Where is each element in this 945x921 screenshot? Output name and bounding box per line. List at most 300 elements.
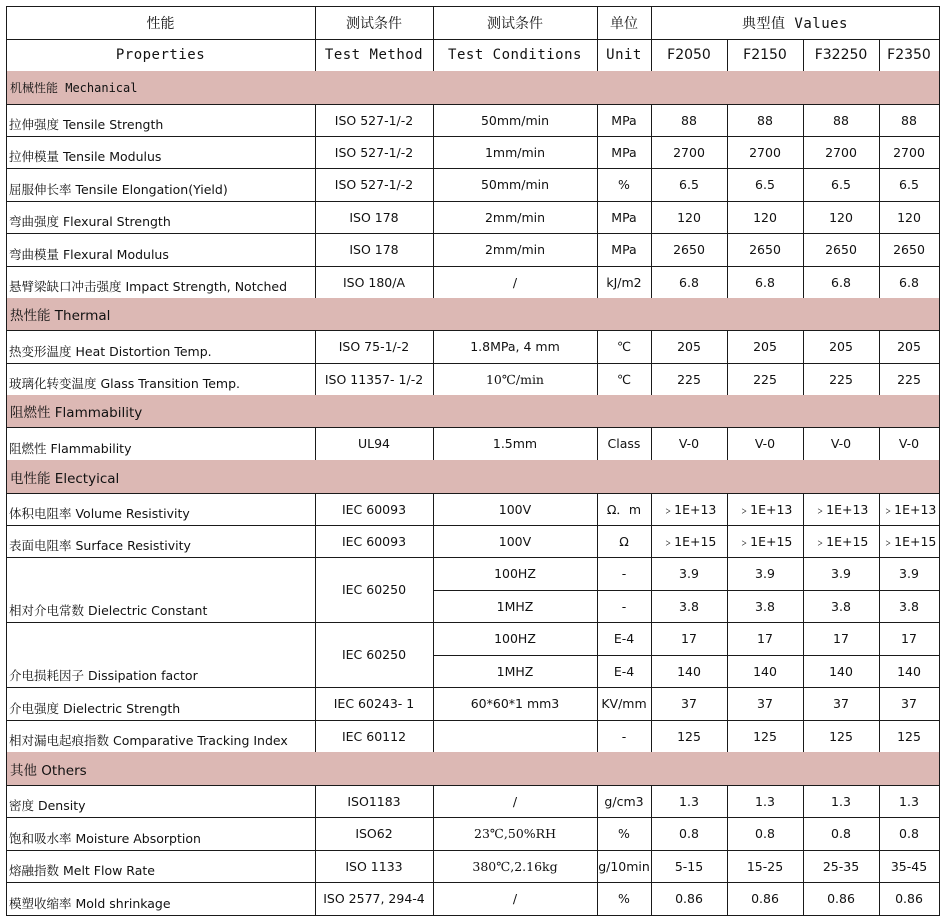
grid-line — [315, 687, 316, 721]
property-label: 拉伸强度 Tensile Strength — [9, 117, 164, 132]
grid-line — [939, 266, 940, 299]
grid-line — [939, 720, 940, 753]
header-grade: F2150 — [743, 47, 787, 63]
grid-line — [6, 493, 7, 526]
grid-line — [6, 882, 7, 916]
grid-line — [6, 752, 7, 786]
grid-line — [727, 817, 728, 851]
test-method: ISO 527-1/-2 — [334, 177, 414, 192]
property-label: 饱和吸水率 Moisture Absorption — [9, 831, 201, 846]
header-grade: F32250 — [814, 47, 868, 63]
grid-line — [315, 525, 316, 558]
property-label: 相对介电常数 Dielectric Constant — [9, 603, 208, 618]
value: 125 — [677, 728, 701, 744]
grid-line — [651, 785, 652, 818]
grid-line — [433, 168, 434, 202]
grid-line — [597, 233, 598, 267]
value: 205 — [753, 339, 777, 354]
grid-line — [6, 136, 7, 169]
grid-line — [315, 168, 316, 202]
value: 205 — [829, 339, 853, 354]
unit: MPa — [611, 112, 637, 128]
grid-line — [433, 590, 940, 591]
grid-line — [727, 201, 728, 234]
property-label: 热变形温度 Heat Distortion Temp. — [9, 344, 212, 359]
header-test-conditions-cn: 测试条件 — [487, 15, 543, 32]
grid-line — [315, 363, 316, 396]
grid-line — [803, 201, 804, 234]
grid-line — [727, 266, 728, 299]
unit: kJ/m2 — [606, 274, 642, 290]
grid-line — [6, 687, 7, 721]
test-condition: / — [512, 793, 518, 809]
grid-line — [597, 104, 598, 137]
grid-line — [597, 817, 598, 851]
grid-line — [597, 850, 598, 883]
grid-line — [597, 525, 598, 558]
test-method: ISO 1133 — [345, 858, 403, 874]
value: 1.3 — [831, 793, 851, 809]
value: 37 — [681, 696, 697, 711]
value: V-0 — [830, 436, 852, 451]
grid-line — [879, 817, 880, 851]
grid-line — [939, 687, 940, 721]
grid-line — [803, 104, 804, 137]
value: 1.3 — [679, 793, 699, 809]
grid-line — [803, 882, 804, 916]
value: 88 — [833, 112, 849, 128]
grid-line — [433, 785, 434, 818]
test-method: IEC 60112 — [341, 728, 407, 744]
grid-line — [727, 720, 728, 753]
grid-line — [651, 6, 652, 72]
grid-line — [597, 201, 598, 234]
grid-line — [433, 655, 940, 656]
value: 120 — [753, 209, 777, 225]
header-properties-cn: 性能 — [146, 15, 175, 32]
value: 88 — [681, 112, 697, 128]
property-label: 弯曲强度 Flexural Strength — [9, 214, 171, 229]
test-condition: 100V — [498, 533, 532, 549]
value: 2650 — [893, 242, 925, 257]
property-label: 表面电阻率 Surface Resistivity — [9, 538, 191, 553]
value: 0.8 — [831, 826, 851, 841]
grid-line — [315, 817, 316, 851]
grid-line — [6, 6, 7, 72]
grid-line — [315, 330, 316, 364]
grid-line — [939, 71, 940, 105]
grid-line — [727, 785, 728, 818]
grid-line — [939, 233, 940, 267]
test-method: ISO 178 — [349, 242, 399, 257]
value: ﹥1E+13 — [881, 502, 937, 517]
grid-line — [879, 427, 880, 461]
header-properties: Properties — [115, 47, 206, 63]
unit: MPa — [611, 209, 637, 225]
grid-line — [651, 817, 652, 851]
grid-line — [651, 104, 652, 137]
value: 205 — [677, 339, 701, 354]
grid-line — [6, 168, 7, 202]
test-condition: / — [512, 891, 518, 906]
test-condition: 60*60*1 mm3 — [470, 696, 560, 711]
unit: E-4 — [613, 663, 635, 679]
value: 1.3 — [899, 793, 919, 809]
unit: - — [621, 598, 627, 614]
grid-line — [597, 136, 598, 169]
grid-line — [879, 201, 880, 234]
property-label: 拉伸模量 Tensile Modulus — [9, 149, 162, 164]
value: ﹥1E+13 — [661, 502, 717, 517]
grid-line — [651, 525, 652, 558]
value: 5-15 — [674, 858, 704, 874]
grid-line — [879, 168, 880, 202]
value: 17 — [901, 631, 917, 646]
unit: Ω．m — [606, 502, 642, 517]
section-header: 其他 Others — [6, 752, 939, 785]
grid-line — [879, 687, 880, 721]
grid-line — [6, 785, 7, 818]
grid-line — [939, 330, 940, 364]
value: 140 — [753, 663, 777, 679]
test-method: ISO 2577, 294-4 — [323, 891, 425, 906]
unit: ℃ — [616, 339, 632, 354]
value: 6.5 — [679, 177, 699, 192]
test-condition: 1.5mm — [492, 436, 538, 451]
grid-line — [651, 850, 652, 883]
value: 6.8 — [831, 274, 851, 290]
grid-line — [433, 427, 434, 461]
unit: MPa — [611, 242, 637, 257]
value: 3.8 — [755, 598, 775, 614]
grid-line — [597, 363, 598, 396]
section-header: 阻燃性 Flammability — [6, 395, 939, 427]
value: 6.8 — [755, 274, 775, 290]
grid-line — [651, 882, 652, 916]
grid-line — [939, 363, 940, 396]
grid-line — [879, 882, 880, 916]
value: ﹥1E+15 — [881, 534, 937, 549]
property-label: 玻璃化转变温度 Glass Transition Temp. — [9, 376, 241, 391]
test-condition: 50mm/min — [480, 112, 550, 128]
header-grade: F2350 — [887, 47, 931, 63]
grid-line — [727, 136, 728, 169]
properties-table — [6, 6, 939, 915]
test-condition: 23℃,50%RH — [474, 826, 556, 841]
property-label: 密度 Density — [9, 798, 86, 813]
grid-line — [939, 882, 940, 916]
property-label: 屈服伸长率 Tensile Elongation(Yield) — [9, 182, 228, 197]
grid-line — [315, 427, 316, 461]
grid-line — [597, 687, 598, 721]
value: 6.8 — [899, 274, 919, 290]
grid-line — [597, 785, 598, 818]
grid-line — [315, 850, 316, 883]
test-condition: 2mm/min — [484, 209, 546, 225]
grid-line — [651, 427, 652, 461]
value: 0.86 — [895, 891, 923, 906]
section-header: 电性能 Electyical — [6, 460, 939, 493]
grid-line — [6, 266, 7, 299]
header-values: 典型值 Values — [741, 15, 848, 32]
grid-line — [651, 136, 652, 169]
value: ﹥1E+15 — [661, 534, 717, 549]
grid-line — [939, 817, 940, 851]
value: 225 — [753, 371, 777, 387]
value: 205 — [897, 339, 921, 354]
grid-line — [315, 6, 316, 72]
grid-line — [433, 720, 434, 753]
grid-line — [651, 201, 652, 234]
unit: Ω — [619, 533, 629, 549]
grid-line — [6, 557, 7, 623]
grid-line — [727, 525, 728, 558]
value: 2700 — [893, 144, 925, 160]
test-method: ISO 75-1/-2 — [338, 339, 410, 354]
value: 125 — [829, 728, 853, 744]
value: 2700 — [749, 144, 781, 160]
value: 0.86 — [751, 891, 779, 906]
value: 120 — [897, 209, 921, 225]
grid-line — [6, 850, 7, 883]
grid-line — [651, 330, 652, 364]
value: 3.9 — [755, 566, 775, 581]
unit: % — [618, 177, 630, 192]
grid-line — [879, 330, 880, 364]
grid-line — [315, 557, 316, 623]
property-label: 介电损耗因子 Dissipation factor — [9, 668, 198, 683]
value: 6.5 — [755, 177, 775, 192]
grid-line — [433, 850, 434, 883]
header-unit-cn: 单位 — [610, 15, 638, 32]
grid-line — [803, 427, 804, 461]
grid-line — [803, 850, 804, 883]
grid-line — [939, 493, 940, 526]
test-method: IEC 60243- 1 — [333, 696, 415, 711]
grid-line — [803, 168, 804, 202]
grid-line — [879, 785, 880, 818]
test-method: UL94 — [357, 436, 391, 451]
value: 125 — [897, 728, 921, 744]
value: 1.3 — [755, 793, 775, 809]
unit: % — [618, 891, 630, 906]
test-method: IEC 60250 — [341, 647, 407, 662]
value: ﹥1E+13 — [737, 502, 793, 517]
grid-line — [939, 752, 940, 786]
test-method: ISO 527-1/-2 — [334, 144, 414, 160]
value: 0.86 — [827, 891, 855, 906]
grid-line — [597, 330, 598, 364]
test-condition: 100HZ — [494, 631, 536, 646]
grid-line — [803, 785, 804, 818]
unit: g/10min — [598, 858, 650, 874]
grid-line — [727, 493, 728, 526]
value: 3.8 — [679, 598, 699, 614]
unit: MPa — [611, 144, 637, 160]
value: 2650 — [825, 242, 857, 257]
grid-line — [651, 493, 652, 526]
grid-line — [433, 266, 434, 299]
grid-line — [6, 622, 7, 688]
grid-line — [651, 266, 652, 299]
value: ﹥1E+13 — [813, 502, 869, 517]
unit: - — [621, 728, 627, 744]
grid-line — [803, 136, 804, 169]
test-condition: 1MHZ — [496, 663, 534, 679]
grid-line — [939, 395, 940, 428]
test-method: IEC 60093 — [341, 501, 407, 517]
value: 140 — [677, 663, 701, 679]
grid-line — [803, 266, 804, 299]
grid-line — [939, 6, 940, 72]
grid-line — [315, 233, 316, 267]
header-test-method: Test Method — [324, 47, 424, 63]
unit: - — [621, 566, 627, 581]
grid-line — [433, 6, 434, 72]
value: 120 — [677, 209, 701, 225]
grid-line — [727, 168, 728, 202]
grid-line — [803, 720, 804, 753]
property-label: 悬臂梁缺口冲击强度 Impact Strength, Notched — [9, 279, 288, 294]
grid-line — [939, 460, 940, 494]
grid-line — [6, 233, 7, 267]
grid-line — [597, 168, 598, 202]
grid-line — [315, 136, 316, 169]
value: 88 — [901, 112, 917, 128]
grid-line — [433, 882, 434, 916]
grid-line — [939, 785, 940, 818]
value: ﹥1E+15 — [813, 534, 869, 549]
grid-line — [6, 71, 7, 105]
grid-line — [315, 785, 316, 818]
grid-line — [597, 266, 598, 299]
value: 37 — [757, 696, 773, 711]
grid-line — [433, 233, 434, 267]
value: V-0 — [898, 436, 920, 451]
value: 3.8 — [831, 598, 851, 614]
value: V-0 — [754, 436, 776, 451]
grid-line — [315, 622, 316, 688]
grid-line — [939, 427, 940, 461]
test-method: ISO 11357- 1/-2 — [324, 371, 424, 387]
grid-line — [315, 882, 316, 916]
grid-line — [597, 493, 598, 526]
grid-line — [939, 850, 940, 883]
value: 0.86 — [675, 891, 703, 906]
property-label: 阻燃性 Flammability — [9, 441, 132, 456]
value: 2700 — [825, 144, 857, 160]
property-label: 熔融指数 Melt Flow Rate — [9, 863, 155, 878]
test-condition: 50mm/min — [480, 177, 550, 192]
value: 25-35 — [822, 858, 860, 874]
grid-line — [651, 168, 652, 202]
test-condition: 2mm/min — [484, 242, 546, 257]
grid-line — [6, 104, 7, 137]
value: 225 — [897, 371, 921, 387]
grid-line — [803, 493, 804, 526]
header-grade: F2050 — [667, 47, 711, 63]
grid-line — [433, 493, 434, 526]
header-test-method-cn: 测试条件 — [346, 15, 402, 32]
property-label: 模塑收缩率 Mold shrinkage — [9, 896, 171, 911]
value: 6.5 — [899, 177, 919, 192]
grid-line — [939, 525, 940, 558]
test-method: ISO 527-1/-2 — [334, 112, 414, 128]
grid-line — [651, 233, 652, 267]
grid-line — [727, 882, 728, 916]
test-condition: 10℃/min — [485, 371, 544, 387]
grid-line — [803, 330, 804, 364]
grid-line — [727, 104, 728, 137]
test-condition — [433, 720, 597, 752]
grid-line — [651, 363, 652, 396]
test-method: IEC 60093 — [341, 533, 407, 549]
property-label: 相对漏电起痕指数 Comparative Tracking Index — [9, 733, 288, 748]
value: 37 — [833, 696, 849, 711]
value: 6.5 — [831, 177, 851, 192]
test-method: ISO 178 — [349, 209, 399, 225]
test-method: IEC 60250 — [341, 582, 407, 597]
grid-line — [433, 363, 434, 396]
grid-line — [315, 266, 316, 299]
test-condition: 100V — [498, 501, 532, 517]
grid-line — [6, 39, 652, 40]
grid-line — [727, 427, 728, 461]
value: 2650 — [673, 242, 705, 257]
value: 3.9 — [831, 566, 851, 581]
value: 15-25 — [746, 858, 784, 874]
grid-line — [879, 104, 880, 137]
grid-line — [879, 363, 880, 396]
grid-line — [433, 136, 434, 169]
value: 35-45 — [890, 858, 928, 874]
test-method: ISO 180/A — [342, 274, 406, 290]
value: 225 — [829, 371, 853, 387]
header-unit: Unit — [606, 47, 642, 63]
value: 17 — [833, 631, 849, 646]
section-header: 机械性能 Mechanical — [6, 71, 939, 104]
grid-line — [803, 687, 804, 721]
grid-line — [803, 363, 804, 396]
grid-line — [727, 850, 728, 883]
value: 125 — [753, 728, 777, 744]
grid-line — [939, 104, 940, 137]
test-method: ISO1183 — [347, 793, 401, 809]
grid-line — [597, 882, 598, 916]
property-label: 体积电阻率 Volume Resistivity — [9, 506, 190, 521]
value: 2700 — [673, 144, 705, 160]
grid-line — [6, 201, 7, 234]
grid-line — [727, 39, 728, 72]
grid-line — [727, 687, 728, 721]
grid-line — [727, 233, 728, 267]
grid-line — [939, 201, 940, 234]
grid-line — [879, 266, 880, 299]
unit: % — [618, 826, 630, 841]
grid-line — [315, 104, 316, 137]
grid-line — [803, 525, 804, 558]
grid-line — [879, 233, 880, 267]
value: 3.9 — [899, 566, 919, 581]
grid-line — [879, 493, 880, 526]
property-label: 介电强度 Dielectric Strength — [9, 701, 181, 716]
test-condition: 380℃,2.16kg — [472, 858, 558, 874]
grid-line — [6, 915, 940, 916]
value: 17 — [681, 631, 697, 646]
grid-line — [727, 330, 728, 364]
grid-line — [315, 201, 316, 234]
grid-line — [315, 493, 316, 526]
